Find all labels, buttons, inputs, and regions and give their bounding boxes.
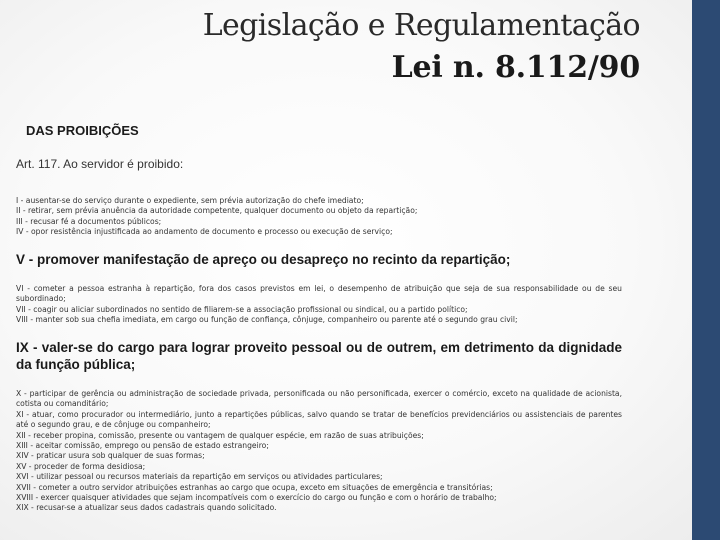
- prohibition-item: XI - atuar, como procurador ou intermediário, junto a repartições públicas, salvo quando se tratar de benefícios previdenciários ou assistenciais de parentes até o segundo grau, e de cônjuge ou companheiro;: [16, 409, 622, 430]
- prohibition-item: XIII - aceitar comissão, emprego ou pensão de estado estrangeiro;: [16, 441, 269, 451]
- prohibition-item: III - recusar fé a documentos públicos;: [16, 216, 162, 226]
- prohibition-item: XVI - utilizar pessoal ou recursos materiais da repartição em serviços ou atividades particulares;: [16, 472, 383, 482]
- prohibition-item-highlight: V - promover manifestação de apreço ou desapreço no recinto da repartição;: [16, 252, 511, 267]
- prohibition-item: XIX - recusar-se a atualizar seus dados cadastrais quando solicitado.: [16, 503, 277, 513]
- prohibition-item: I - ausentar-se do serviço durante o expediente, sem prévia autorização do chefe imediato;: [16, 196, 364, 205]
- slide-title: Legislação e Regulamentação: [202, 8, 640, 43]
- prohibition-item: X - participar de gerência ou administração de sociedade privada, personificada ou não personificada, exercer o comércio, exceto na qualidade de acionista, cotista ou comanditário;: [16, 389, 622, 409]
- prohibitions-list-3: [16, 389, 622, 514]
- prohibition-item: VI - cometer a pessoa estranha à repartição, fora dos casos previstos em lei, o desempenho de atribuição que seja de sua responsabilidade ou de seu subordinado;: [16, 284, 622, 304]
- prohibition-item: XVII - cometer a outro servidor atribuições estranhas ao cargo que ocupa, exceto em situações de emergência e transitórias;: [16, 482, 493, 492]
- prohibition-item: XIV - praticar usura sob qualquer de suas formas;: [16, 451, 205, 461]
- prohibition-item: VII - coagir ou aliciar subordinados no sentido de filiarem-se a associação profissional ou sindical, ou a partido político;: [16, 304, 468, 314]
- prohibition-item: IV - opor resistência injustificada ao andamento de documento e processo ou execução de serviço;: [16, 227, 393, 237]
- prohibition-item: XV - proceder de forma desidiosa;: [16, 461, 146, 471]
- prohibitions-list-1: [16, 196, 622, 238]
- slide-subtitle: Lei n. 8.112/90: [391, 50, 640, 85]
- prohibition-item-highlight: IX - valer-se do cargo para lograr proveito pessoal ou de outrem, em detrimento da dignidade da função pública;: [16, 340, 622, 372]
- prohibitions-list-2: [16, 284, 622, 326]
- prohibition-item: XII - receber propina, comissão, presente ou vantagem de qualquer espécie, em razão de suas atribuições;: [16, 430, 424, 440]
- prohibition-item: VIII - manter sob sua chefia imediata, em cargo ou função de confiança, cônjuge, companheiro ou parente até o segundo grau civil;: [16, 315, 518, 325]
- side-accent-bar: [692, 0, 720, 540]
- prohibition-item: XVIII - exercer quaisquer atividades que sejam incompatíveis com o exercício do cargo ou função e com o horário de trabalho;: [16, 493, 497, 503]
- prohibition-item: II - retirar, sem prévia anuência da autoridade competente, qualquer documento ou objeto da repartição;: [16, 206, 418, 216]
- article-intro: Art. 117. Ao servidor é proibido:: [16, 157, 184, 171]
- section-heading: DAS PROIBIÇÕES: [26, 123, 139, 138]
